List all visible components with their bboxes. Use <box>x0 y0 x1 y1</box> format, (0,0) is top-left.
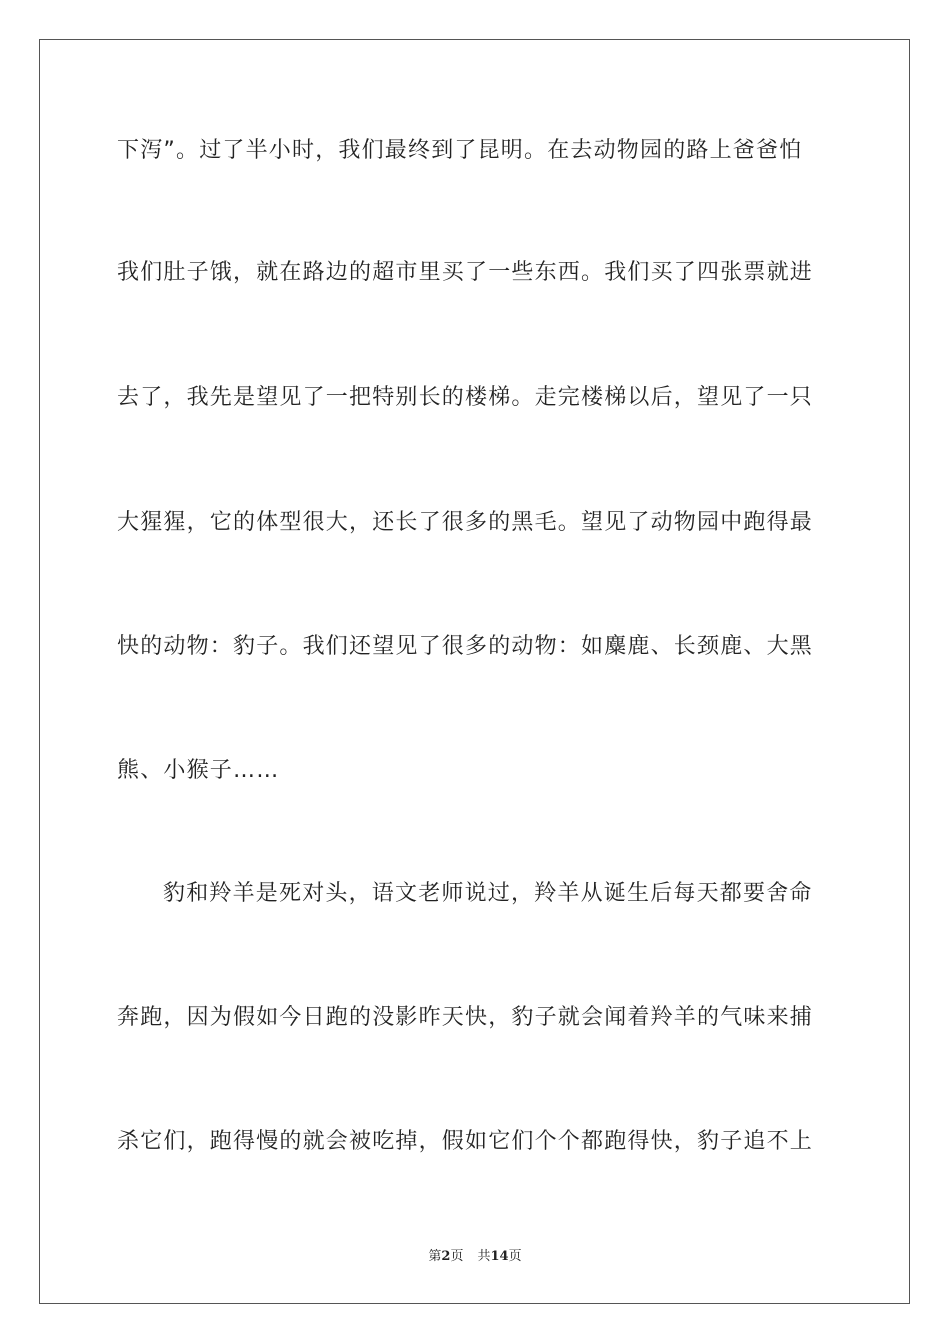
paragraph-start-line: 豹和羚羊是死对头，语文老师说过，羚羊从诞生后每天都要舍命 <box>163 881 813 906</box>
body-text-line-6: 熊、小猴子…… <box>117 758 280 783</box>
total-suffix: 页 <box>508 1249 522 1264</box>
body-text-line-5: 快的动物：豹子。我们还望见了很多的动物：如麋鹿、长颈鹿、大黑 <box>117 634 814 659</box>
body-text-line-2: 我们肚子饿，就在路边的超市里买了一些东西。我们买了四张票就进 <box>117 260 814 285</box>
body-text-line-9: 杀它们，跑得慢的就会被吃掉，假如它们个个都跑得快，豹子追不上 <box>117 1129 814 1154</box>
total-prefix: 共 <box>477 1249 491 1264</box>
page-prefix: 第 <box>428 1249 442 1264</box>
page-footer <box>0 1248 950 1266</box>
page-number: 2 <box>441 1249 451 1264</box>
page-border <box>39 39 910 1304</box>
total-pages: 14 <box>490 1249 509 1264</box>
body-text-line-4: 大猩猩，它的体型很大，还长了很多的黑毛。望见了动物园中跑得最 <box>117 510 814 535</box>
page-suffix: 页 <box>450 1249 464 1264</box>
body-text-line-8: 奔跑，因为假如今日跑的没影昨天快，豹子就会闻着羚羊的气味来捕 <box>117 1005 814 1030</box>
body-text-line-1: 下泻”。过了半小时，我们最终到了昆明。在去动物园的路上爸爸怕 <box>117 138 803 163</box>
body-text-line-3: 去了，我先是望见了一把特别长的楼梯。走完楼梯以后，望见了一只 <box>117 385 814 410</box>
